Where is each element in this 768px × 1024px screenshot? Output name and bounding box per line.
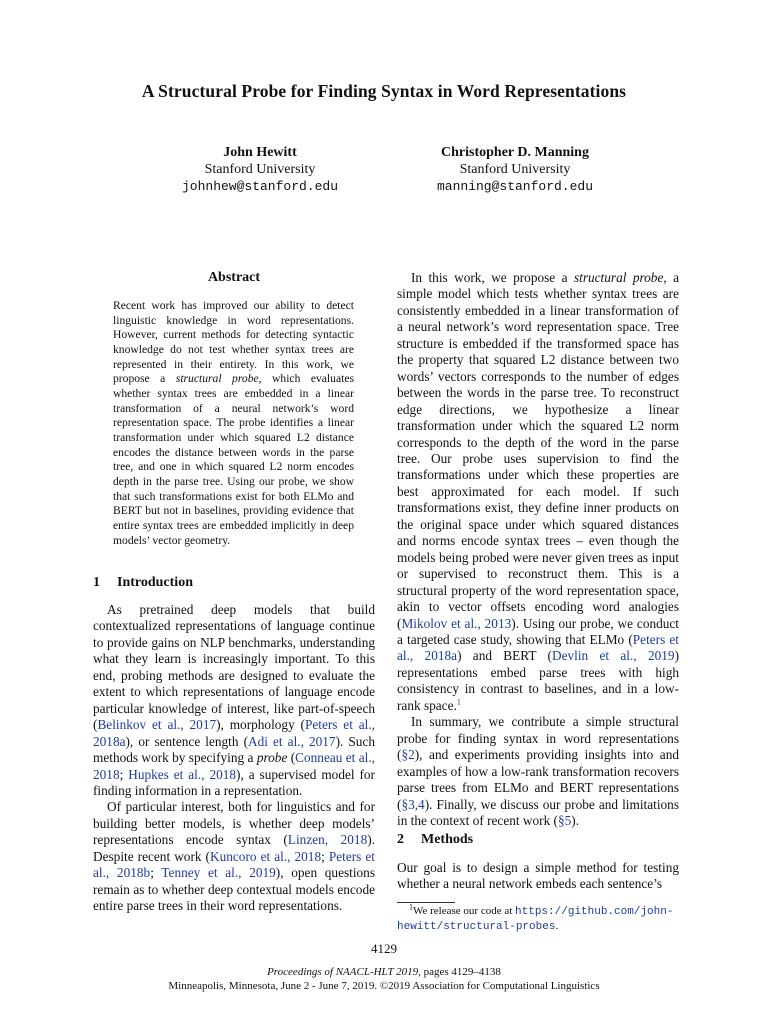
code-url-link[interactable]: https://github.com/john-hewitt/structural-probes [397,906,674,933]
right-column-body [397,270,679,829]
citation-link[interactable]: Devlin et al., 2019 [552,648,675,664]
author-affiliation: Stanford University [459,162,571,177]
footnote-divider [397,902,455,903]
paragraph: As pretrained deep models that build contextualized representations of language continue to provide gains on NLP benchmarks, understanding what they learn is increasingly important. To this end, probing methods are designed to evaluate the extent to which representations of language encode particular knowledge of interest, like part-of-speech (Belinkov et al., 2017), morphology (Peters et al., 2018a), or sentence length (Adi et al., 2017). Such methods work by specifying a probe (Conneau et al., 2018; Hupkes et al., 2018), a supervised model for finding information in a representation. [93,602,376,798]
page-number: 4129 [371,941,397,956]
citation-link[interactable]: Conneau et al., 2018 [93,750,375,782]
author-name: John Hewitt [223,145,297,160]
paragraph: Of particular interest, both for linguistics and for building better models, is whether deep models’ representations encode syntax (Linzen, 2018). Despite recent work (Kuncoro et al., 2018; Peters et al., 2018b; Tenney et al., 2019), open questions remain as to whether deep contextual models encode entire parse trees in their word representations. [93,799,376,914]
footnote: $^1$We release our code at https://github.com/john-hewitt/structural-probes. [397,902,674,933]
paragraph: In summary, we contribute a simple structural probe for finding syntax in word representations (§2), and experiments providing insights into and examples of how a low-rank transformation recovers parse trees from ELMo and BERT representations (§3,4). Finally, we discuss our probe and limitations in the context of recent work (§5). [397,714,679,828]
author-block-2 [405,144,625,195]
citation-link[interactable]: Peters et al., 2018a [397,631,679,664]
section-link[interactable]: §2 [401,747,415,763]
footnote-marker[interactable]: 1 [456,697,461,707]
abstract-heading: Abstract [207,270,261,285]
paper-title: A Structural Probe for Finding Syntax in Word Representations [141,81,627,101]
citation-link[interactable]: Mikolov et al., 2013 [401,615,512,631]
citation-link[interactable]: Adi et al., 2017 [248,733,336,749]
author-name: Christopher D. Manning [441,145,589,160]
section-link[interactable]: §3,4 [401,796,425,812]
citation-link[interactable]: Kuncoro et al., 2018 [210,848,322,864]
citation-link[interactable]: Tenney et al., 2019 [161,865,276,881]
author-affiliation: Stanford University [204,162,316,177]
paragraph: In this work, we propose a structural probe, a simple model which tests whether syntax trees are consistently embedded in a linear transformation of a neural network’s word representation space. Tree structure is embedded if the transformed space has the property that squared L2 distance between two words’ vectors corresponds to the number of edges between the words in the parse tree. To reconstruct edge directions, we hypothesize a linear transformation under which the squared L2 norm corresponds to the depth of the word in the parse tree. Our probe uses supervision to find the transformations under which these properties are best approximated for each model. If such transformations exist, they define inner products on the original space under which squared distances and norms encode syntax trees – even though the models being probed were never given trees as input or supervised to reconstruct them. This is a structural property of the word representation space, akin to vector offsets encoding word analogies (Mikolov et al., 2013). Using our probe, we conduct a targeted case study, showing that ELMo (Peters et al., 2018a) and BERT (Devlin et al., 2019) representations embed parse trees with high consistency in contrast to baselines, and in a low-rank space.$^1$ [397,270,680,713]
section-heading-introduction: 1 Introduction [93,575,193,590]
citation-link[interactable]: Peters et al., 2018a [93,717,375,749]
author-email: johnhew@stanford.edu [181,179,339,194]
left-column-body [93,602,375,915]
author-block-1 [160,144,360,195]
citation-link[interactable]: Hupkes et al., 2018 [128,766,237,782]
citation-link[interactable]: Peters et al., 2018b [93,848,375,881]
abstract-text: Recent work has improved our ability to detect linguistic knowledge in word representations. However, current methods for detecting syntactic knowledge do not test whether syntax trees are represented in their entirety. In this work, we propose a structural probe, which evaluates whether syntax trees are embedded in a linear transformation of a neural network’s word representation space. The probe identifies a linear transformation under which squared L2 distance encodes the distance between words in the parse tree, and one in which squared L2 norm encodes depth in the parse tree. Using our probe, we show that such transformations exist for both ELMo and BERT but not in baselines, providing evidence that entire syntax trees are embedded implicitly in deep models’ vector geometry. [113,299,354,547]
methods-body [397,860,679,893]
section-heading-methods: 2 Methods [397,832,474,847]
proceedings-footer: Proceedings of NAACL-HLT 2019, pages 4129–4138 Minneapolis, Minnesota, June 2 - June 7, 2019. ©2019 Association for Computational Linguistics [168,966,600,992]
citation-link[interactable]: Belinkov et al., 2017 [97,717,217,733]
author-email: manning@stanford.edu [436,179,594,194]
section-link[interactable]: §5 [557,812,572,828]
citation-link[interactable]: Linzen, 2018 [287,832,368,848]
paragraph: Our goal is to design a simple method for testing whether a neural network embeds each sentence’s [397,860,679,892]
